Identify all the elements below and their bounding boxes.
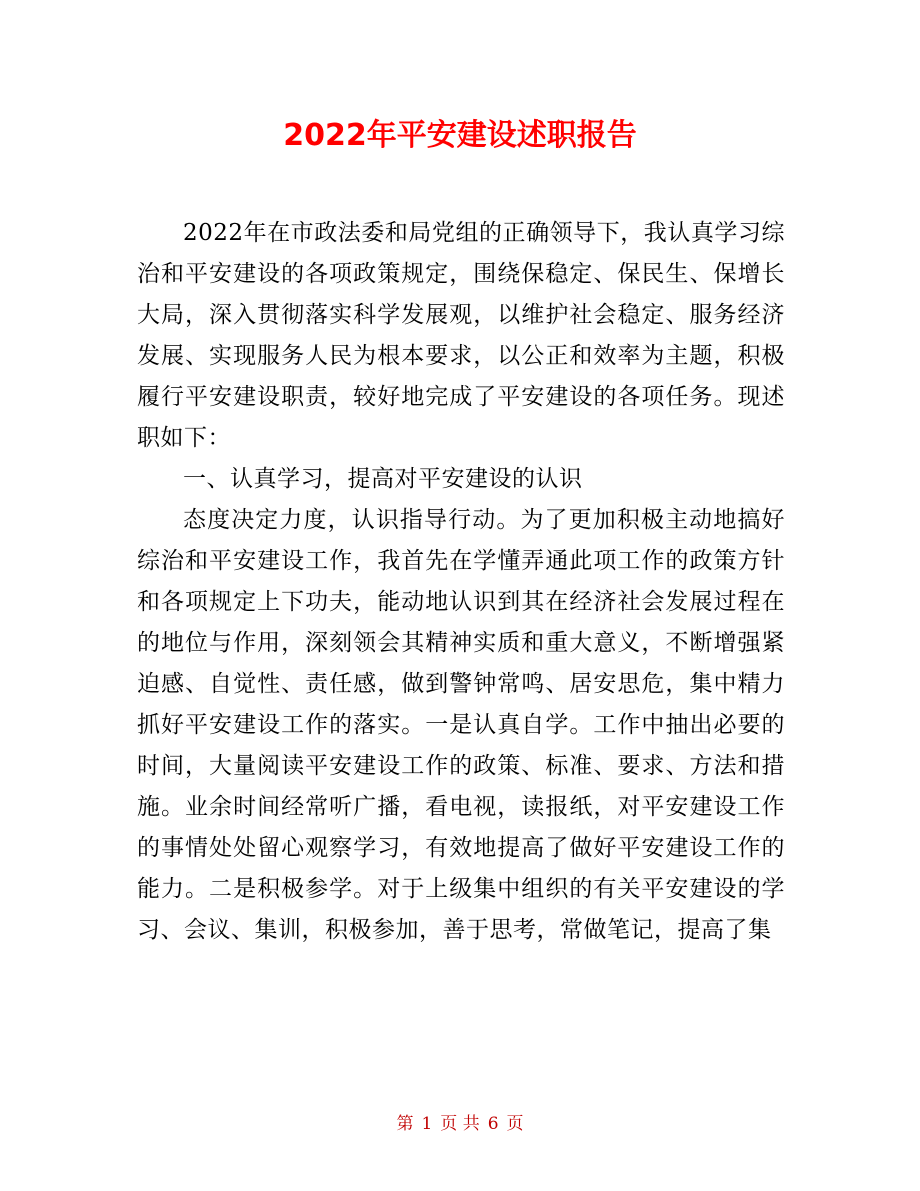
footer-mid: 页 共 — [440, 1114, 480, 1134]
footer-prefix: 第 — [396, 1114, 414, 1134]
document-body — [137, 213, 785, 951]
footer-current-page: 1 — [421, 1114, 433, 1134]
paragraph-section-1: 态度决定力度，认识指导行动。为了更加积极主动地搞好综治和平安建设工作，我首先在学懂弄通此项工作的政策方针和各项规定上下功夫，能动地认识到其在经济社会发展过程在的地位与作用，深刻领会其精神实质和重大意义，不断增强紧迫感、自觉性、责任感，做到警钟常鸣、居安思危，集中精力抓好平安建设工作的落实。一是认真自学。工作中抽出必要的时间，大量阅读平安建设工作的政策、标准、要求、方法和措施。业余时间经常听广播，看电视，读报纸，对平安建设工作的事情处处留心观察学习，有效地提高了做好平安建设工作的能力。二是积极参学。对于上级集中组织的有关平安建设的学习、会议、集训，积极参加，善于思考，常做笔记，提高了集 — [137, 507, 785, 943]
footer-total-pages: 6 — [487, 1114, 499, 1134]
paragraph-intro: 2022年在市政法委和局党组的正确领导下，我认真学习综治和平安建设的各项政策规定，围绕保稳定、保民生、保增长大局，深入贯彻落实科学发展观，以维护社会稳定、服务经济发展、实现服务人民为根本要求，以公正和效率为主题，积极履行平安建设职责，较好地完成了平安建设的各项任务。现述职如下： — [137, 220, 785, 451]
document-title: 2022年平安建设述职报告 — [283, 118, 637, 153]
page-footer — [0, 1112, 920, 1136]
section-heading-1: 一、认真学习，提高对平安建设的认识 — [183, 466, 583, 492]
footer-suffix: 页 — [506, 1114, 524, 1134]
